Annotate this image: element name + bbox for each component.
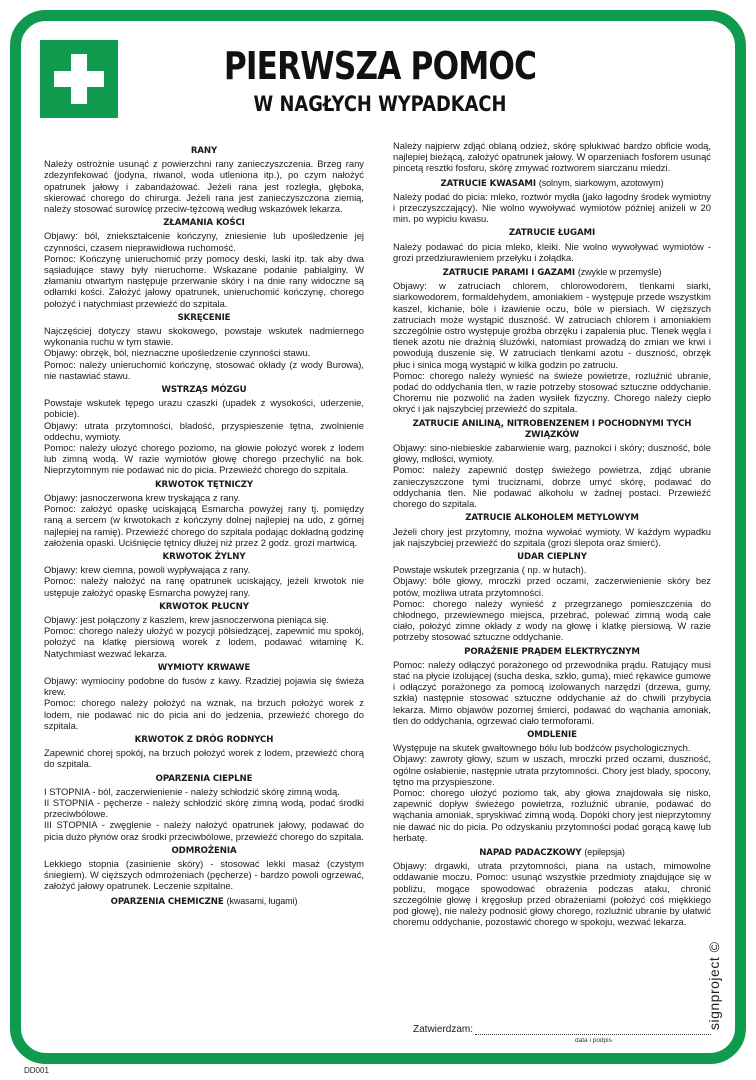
document-code: DD001 — [24, 1066, 49, 1075]
section-heading-text: ZATRUCIE KWASAMI — [440, 178, 536, 189]
sign-label: Zatwierdzam: — [413, 1024, 474, 1035]
section-heading-text: RANY — [190, 146, 218, 156]
section — [393, 552, 711, 643]
brand-logo: signproject © — [706, 941, 722, 1030]
section-heading-text: ZATRUCIE PARAMI I GAZAMI — [442, 268, 575, 279]
section-paragraph: Objawy: krew ciemna, powoli wypływająca z rany. — [44, 564, 251, 576]
section — [44, 480, 364, 548]
section-paragraph: Pomoc: należy nałożyć na ranę opatrunek uciskający, jeżeli krwotok nie ustępuje założyć opaskę Esmarcha powyżej rany. — [44, 575, 364, 598]
section-heading — [393, 228, 711, 239]
section-paragraph: Pomoc: należy unieruchomić kończynę, stosować okłady (z wody Burowa), nie nastawiać stawu. — [44, 358, 364, 381]
section-paragraph: Objawy: drgawki, utrata przytomności, piana na ustach, mimowolne oddawanie moczu. Pomoc: usunąć wszystkie przedmioty znajdujące się w pobliżu, mogące spowodować obrażenia podczas ataku, chronić szczególnie głowę i kręgosłup przed obrażeniami (położyć coś miękkiego pod głowę), nie należy podnosić głowy chorego, rozluźnić ubranie by ułatwić choremu oddychanie, pozostawić chorego w spokoju, wezwać lekarza. — [393, 860, 711, 928]
section-heading-note: (kwasami, ługami) — [226, 895, 298, 906]
section — [393, 730, 711, 843]
section-paragraph: Najczęściej dotyczy stawu skokowego, powstaje wskutek nadmiernego wykonania ruchu w tym stawie. — [44, 325, 364, 348]
section-heading — [44, 385, 364, 396]
section — [393, 647, 711, 726]
section-paragraph: Jeżeli chory jest przytomny, można wywołać wymioty. W każdym wypadku jak najszybciej przewieźć do szpitala (grozi ślepota oraz śmierć). — [393, 525, 711, 548]
section-heading — [44, 218, 364, 229]
section-paragraph: Objawy: jasnoczerwona krew tryskająca z rany. — [44, 491, 241, 503]
section-paragraph: Zapewnić chorej spokój, na brzuch położyć worek z lodem, przewieźć chorą do szpitala. — [44, 747, 364, 770]
section — [393, 847, 711, 927]
signature-caption: data i podpis — [575, 1037, 612, 1044]
section-heading — [44, 663, 364, 674]
section-heading-text: OPARZENIA CHEMICZNE — [110, 896, 224, 907]
section-heading-text: NAPAD PADACZKOWY — [479, 847, 582, 858]
left-column — [44, 142, 364, 909]
section-heading-note: (epilepsja) — [584, 846, 625, 857]
section-paragraph: Pomoc: chorego należy wynieść na świeże powietrze, rozluźnić ubranie, podać do oddychania tlen, w razie potrzeby stosować sztuczne oddychanie. Choremu nie pozwolić na żaden wysiłek fizyczny. Chorego należy ciepło okryć i jak najszybciej przewieźć do szpitala. — [393, 369, 711, 415]
section-heading — [393, 419, 711, 441]
section — [393, 140, 711, 174]
section — [393, 419, 711, 510]
section — [44, 218, 364, 309]
section-heading-text: ZATRUCIE ALKOHOLEM METYLOWYM — [465, 513, 639, 524]
section-paragraph: Pomoc: należy ułożyć chorego poziomo, na głowie położyć worek z lodem lub zimną wodą. W razie wymiotów głowę chorego przechylić na bok. Nieprzytomnym nie podawać nic do picia. Przewieźć chorego do szpitala. — [44, 442, 364, 476]
section-paragraph: Pomoc: Kończynę unieruchomić przy pomocy deski, laski itp. tak aby dwa sąsiadujące stawy były nieruchome. Wskazane podanie pabialginy. W złamaniu otwartym następuje przerwanie skóry i na dnie rany widoczne są odłamki kości. Założyć jałowy opatrunek, unieruchomić kończynę, chorego położyć i natychmiast przewieźć do szpitala. — [44, 252, 364, 309]
section-heading — [393, 647, 711, 658]
section-paragraph: Należy ostrożnie usunąć z powierzchni rany zanieczyszczenia. Brzeg rany zdezynfekować (jodyna, riwanol, woda utleniona itp.), po czym nałożyć opatrunek jałowy i zabandażować. Jeżeli rana jest rozległa, głęboka, skierować chorego do chirurga. Jeżeli rana jest zanieczyszczona ziemią, należy stosować surowicę przeciw-tężcową według wskazówek lekarza. — [44, 158, 364, 215]
section-heading-text: KRWOTOK Z DRÓG RODNYCH — [134, 734, 274, 745]
section-heading-note: (zwykle w przemyśle) — [577, 267, 662, 278]
section — [44, 313, 364, 381]
section-heading — [393, 552, 711, 563]
section-paragraph: Objawy: bóle głowy, mroczki przed oczami, zaczerwienienie skóry bez potów, możliwa utrata przytomności. — [393, 575, 711, 598]
section-heading — [44, 480, 364, 491]
section-heading-text: WSTRZĄS MÓZGU — [161, 385, 247, 396]
section-heading-text: OMDLENIE — [527, 729, 577, 740]
section-paragraph: Pomoc: chorego należy wynieść z przegrzanego pomieszczenia do chłodnego, przewiewnego miejsca, przebrać, polewać zimną wodą całe ciało, położyć zimne okłady z wody na głowę i klatkę piersiową. W razie potrzeby stosować sztuczne oddychanie. — [393, 597, 711, 643]
section — [393, 267, 711, 415]
page-subtitle: W NAGŁYCH WYPADKACH — [253, 92, 507, 116]
first-aid-cross-icon — [40, 40, 118, 118]
section — [44, 896, 364, 908]
section-paragraph: Objawy: zawroty głowy, szum w uszach, mroczki przed oczami, duszność, ogólne osłabienie, następnie utrata przytomności. Chory jest blady, spocony, tętno ma przyspieszone. — [393, 753, 711, 787]
section-heading-text: ODMROŻENIA — [171, 845, 237, 856]
section-paragraph: Pomoc: należy odłączyć porażonego od przewodnika prądu. Ratujący musi stać na płycie izolującej (sucha deska, szkło, guma), mieć rękawice gumowe i odłączyć porażonego za pomocą izolowanych narzędzi (drzewa, gumy, szkła) następnie stosować sztuczne oddychanie aż do chwili przybycia lekarza. Mimo objawów pozornej śmierci, podawać do wąchania amoniak, tlen do oddychania, ogrzewać ciało termoforami. — [393, 658, 711, 726]
section-heading — [393, 178, 711, 190]
section-heading — [393, 847, 711, 859]
section-heading — [393, 513, 711, 524]
section-paragraph: Objawy: sino-niebieskie zabarwienie warg, paznokci i skóry; duszność, bóle głowy, mdłości, wymioty. — [393, 442, 711, 465]
section-paragraph: Należy najpierw zdjąć oblaną odzież, skórę spłukiwać bardzo obficie wodą, najlepiej bieżącą, założyć opatrunek jałowy. W oparzeniach fosforem usunąć pincetą resztki fosforu, skórę zmywać roztworem siarczanu miedzi. — [393, 140, 711, 174]
section-heading-text: KRWOTOK PŁUCNY — [159, 601, 249, 612]
section-paragraph: Objawy: jest połączony z kaszlem, krew jasnoczerwona pieniąca się. — [44, 613, 330, 625]
section-paragraph: Należy podawać do picia mleko, kleiki. Nie wolno wywoływać wymiotów - grozi przedziurawieniem przełyku i żołądka. — [393, 240, 711, 263]
section-paragraph: Występuje na skutek gwałtownego bólu lub bodźców psychologicznych. — [393, 742, 691, 754]
section-heading — [44, 602, 364, 613]
section-heading-text: ZATRUCIE ANILINĄ, NITROBENZENEM I POCHODNYMI TYCH ZWIĄZKÓW — [412, 418, 692, 440]
section-paragraph: Pomoc: chorego należy położyć na wznak, na brzuch położyć worek z lodem, nie podawać nic do picia ani do jedzenia, przewieźć chorego do szpitala. — [44, 697, 364, 731]
section — [393, 178, 711, 225]
section-heading — [44, 846, 364, 857]
section-paragraph: III STOPNIA - zwęglenie - należy nałożyć opatrunek jałowy, podawać do picia dużo płynów oraz środki przeciwbólowe, przewieźć chorego do szpitala. — [44, 819, 364, 842]
section-paragraph: Powstaje wskutek przegrzania ( np. w hutach). — [393, 564, 587, 576]
section-heading — [44, 552, 364, 563]
section-paragraph: Pomoc: chorego należy ułożyć w pozycji półsiedzącej, zapewnić mu spokój, położyć na klatkę piersiową worek z lodem, podawać witaminę K. Natychmiast wezwać lekarza. — [44, 625, 364, 659]
section-paragraph: II STOPNIA - pęcherze - należy schłodzić skórę zimną wodą, podać środki przeciwbólowe. — [44, 796, 364, 820]
section-heading-text: SKRĘCENIE — [177, 312, 231, 323]
section-paragraph: Objawy: utrata przytomności, bladość, przyspieszenie tętna, zwolnienie oddechu, wymioty. — [44, 419, 364, 442]
section-paragraph: Pomoc: założyć opaskę uciskającą Esmarcha powyżej rany tj. pomiędzy raną a sercem (w krwotokach z kończyny dolnej najlepiej na udo, z górnej najlepiej na ramię). Przewieźć chorego do szpitala podając dokładną godzinę założenia opaski. Uciśnięcie tętnicy dłużej niż przez 2 godz. grozi martwicą. — [44, 503, 364, 548]
section — [393, 228, 711, 263]
section — [44, 385, 364, 476]
section — [44, 846, 364, 892]
section-heading — [44, 896, 364, 908]
section-paragraph: Lekkiego stopnia (zasinienie skóry) - stosować lekki masaż (czystym śniegiem). W cięższych odmrożeniach (pęcherze) - bardzo powoli ogrzewać, założyć jałowy opatrunek. Leczenie szpitalne. — [44, 857, 364, 892]
section-heading — [393, 730, 711, 741]
section-heading — [393, 267, 711, 279]
section-paragraph: Powstaje wskutek tępego urazu czaszki (upadek z wysokości, uderzenie, pobicie). — [44, 397, 364, 420]
section-heading — [44, 774, 364, 785]
section-heading-text: KRWOTOK ŻYLNY — [162, 551, 246, 562]
section-heading-text: ZATRUCIE ŁUGAMI — [508, 228, 596, 239]
section — [44, 602, 364, 659]
section — [44, 774, 364, 842]
section-paragraph: Objawy: wymiociny podobne do fusów z kawy. Rzadziej pojawia się świeża krew. — [44, 674, 364, 698]
section — [44, 735, 364, 770]
section-heading — [44, 146, 364, 157]
section-paragraph: Należy podać do picia: mleko, roztwór mydła (jako łagodny środek wymiotny i przeczyszczający). Nie wolno wywoływać wymiotów później aniżeli w 20 min. po wypiciu kwasu. — [393, 190, 711, 225]
right-column — [393, 140, 711, 927]
section-paragraph: Pomoc: chorego ułożyć poziomo tak, aby głowa znajdowała się nisko, zapewnić dopływ świeżego powietrza, rozluźnić ubranie, podawać do wąchania amoniak, spryskiwać zimną wodą. Dopóki chory jest nieprzytomny nie dawać nic do picia. Po odzyskaniu przytomności podać gorącą kawę lub herbatę. — [393, 786, 711, 843]
section-heading-text: OPARZENIA CIEPLNE — [155, 773, 253, 784]
section-heading-text: WYMIOTY KRWAWE — [157, 662, 251, 673]
section-heading-note: (solnym, siarkowym, azotowym) — [538, 177, 664, 188]
section — [44, 552, 364, 598]
page-title: PIERWSZA POMOC — [223, 44, 537, 88]
section-paragraph: Objawy: w zatruciach chlorem, chlorowodorem, tlenkami siarki, siarkowodorem, formaldehydem, amoniakiem - występuje przede wszystkim kaszel, kichanie, bóle i łzawienie oczu, bóle w piersiach. W cięższych zatruciach może wystąpić duszność. W zatruciach chlorem i amoniakiem szczególnie ostro występuje groźba obrzęku i zapalenia płuc. Tlenek węgla i tlenek azotu nie drażnią śluzówki, natomiast prowadzą do zmian we krwi i powodują duszenie się. W zatruciach tlenkami azotu - duszność, obrzęk płuc i sinica mogą wystąpić w kilka godzin po zatruciu. — [393, 280, 711, 370]
section-paragraph: Objawy: obrzęk, ból, nieznaczne upośledzenie czynności stawu. — [44, 347, 311, 359]
section-heading-text: KRWOTOK TĘTNICZY — [154, 479, 254, 490]
section-heading — [44, 735, 364, 746]
section — [44, 663, 364, 731]
section-heading-text: UDAR CIEPLNY — [517, 551, 587, 562]
section-heading — [44, 313, 364, 324]
section-paragraph: I STOPNIA - ból, zaczerwienienie - należy schłodzić skórę zimną wodą. — [44, 785, 340, 797]
section — [44, 146, 364, 214]
section-heading-text: PORAŻENIE PRĄDEM ELEKTRYCZNYM — [464, 646, 640, 657]
section-paragraph: Objawy: ból, zniekształcenie kończyny, zniesienie lub upośledzenie jej czynności, czasem nieprawidłowa ruchomość. — [44, 230, 364, 253]
section — [393, 513, 711, 548]
signature-line — [475, 1034, 711, 1035]
section-heading-text: ZŁAMANIA KOŚCI — [163, 218, 245, 229]
section-paragraph: Pomoc: należy zapewnić dostęp świeżego powietrza, zdjąć ubranie zanieczyszczone tymi truciznami, dobrze umyć skórę, podawać do oddychania tlen. Nie podawać alkoholu w żadnej postaci. Przewieźć chorego do szpitala. — [393, 464, 711, 510]
